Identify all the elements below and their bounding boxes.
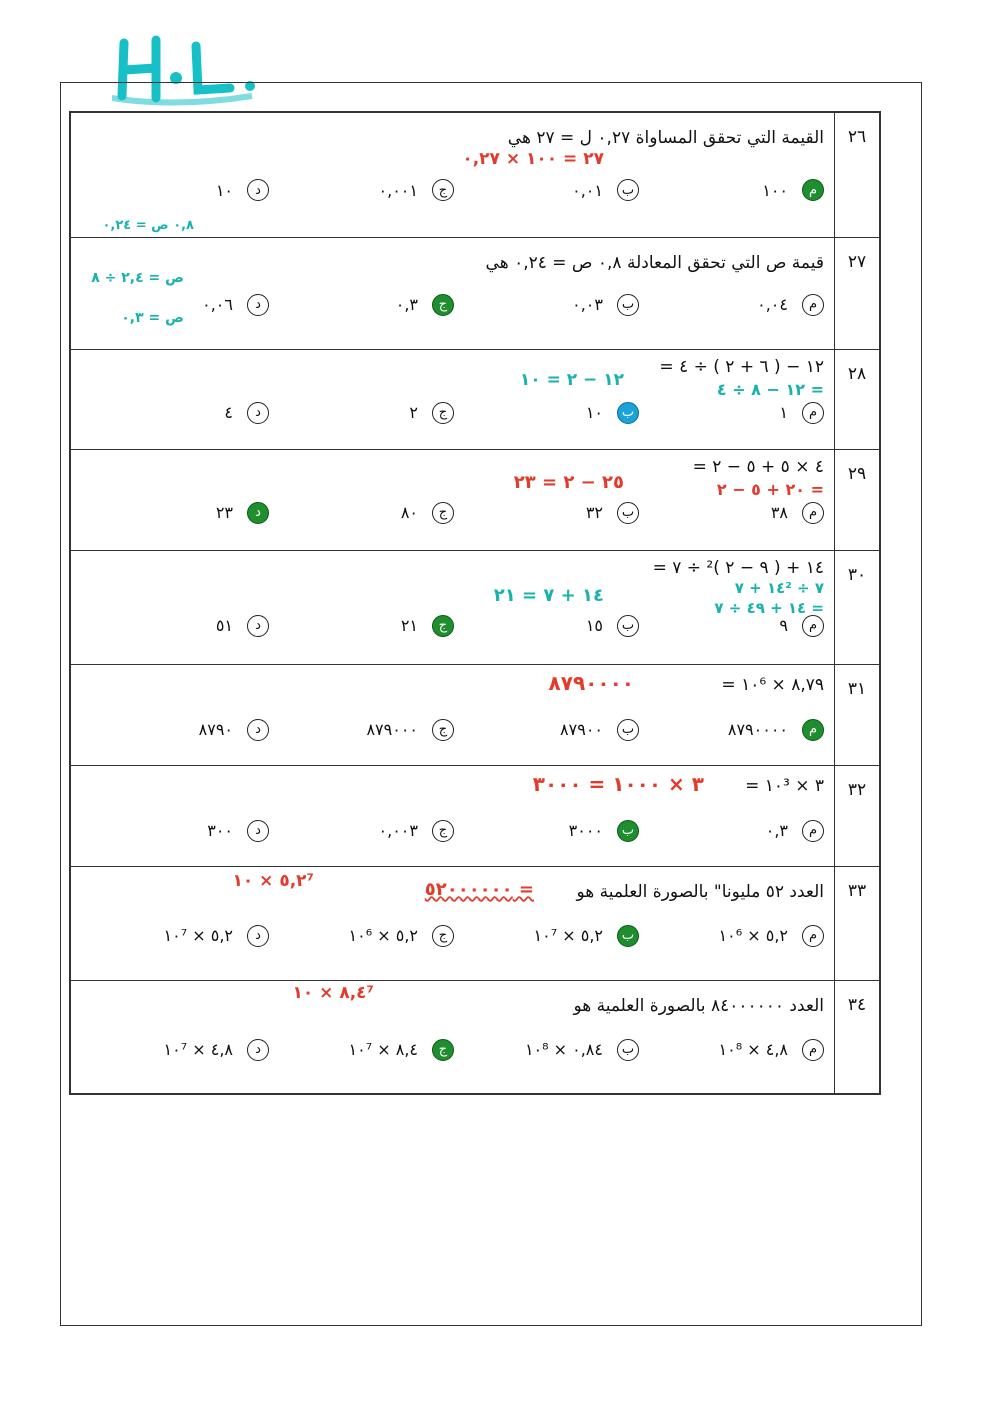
choice-d[interactable] [84, 502, 269, 524]
choice-letter[interactable]: ب [617, 502, 639, 524]
handwritten-working: ص = ٢,٤ ÷ ٨ [91, 269, 184, 286]
choice-c[interactable] [269, 179, 454, 201]
question-body [70, 349, 835, 449]
choice-letter-selected[interactable]: ج [432, 1039, 454, 1061]
question-text: القيمة التي تحقق المساواة ٠,٢٧ ل = ٢٧ هي [507, 128, 824, 148]
question-text: العدد ٨٤٠٠٠٠٠٠ بالصورة العلمية هو [573, 995, 824, 1016]
choice-letter-selected[interactable]: م [802, 179, 824, 201]
question-body [70, 980, 835, 1094]
choice-letter-selected[interactable]: ج [432, 294, 454, 316]
question-row-29 [70, 449, 880, 550]
choice-value: ٢١ [400, 616, 418, 635]
question-row-28 [70, 349, 880, 449]
question-number: ٢٦ [835, 112, 881, 237]
choice-d[interactable] [84, 820, 269, 842]
choice-a[interactable] [639, 1039, 824, 1061]
question-body [70, 550, 835, 664]
choice-value: ٥,٢ × ١٠⁷ [163, 926, 233, 945]
question-number: ٣٤ [835, 980, 881, 1094]
choice-letter[interactable]: د [247, 402, 269, 424]
choice-letter[interactable]: د [247, 1039, 269, 1061]
choice-letter[interactable]: م [802, 820, 824, 842]
choice-value: ٨٧٩٠٠ [560, 720, 603, 739]
handwritten-working: ١٤ + ٤٩ ÷ ٧ = [714, 598, 824, 617]
question-body [70, 664, 835, 765]
choice-value: ٨٧٩٠٠٠ [366, 720, 418, 739]
choice-value: ٩ [779, 616, 788, 635]
choice-letter[interactable]: ب [617, 179, 639, 201]
choice-letter[interactable]: م [802, 615, 824, 637]
choice-value: ٥,٢ × ١٠⁶ [718, 926, 788, 945]
question-text: ٤ × ٥ + ٥ − ٢ = [692, 456, 824, 477]
choice-list [71, 705, 834, 741]
choice-value: ٠,٣ [395, 295, 418, 314]
choice-list [71, 163, 834, 201]
choice-value: ٨٧٩٠ [198, 720, 233, 739]
choice-letter[interactable]: م [802, 925, 824, 947]
choice-letter[interactable]: ب [617, 1039, 639, 1061]
choice-c[interactable] [269, 925, 454, 947]
choice-value: ٥,٢ × ١٠⁷ [533, 926, 603, 945]
question-number: ٣٢ [835, 765, 881, 866]
choice-value: ١ [779, 403, 788, 422]
choice-c[interactable] [269, 719, 454, 741]
handwritten-working: ١٢ − ٢ = ١٠ [519, 369, 624, 390]
question-row-32 [70, 765, 880, 866]
choice-letter[interactable]: ج [432, 502, 454, 524]
choice-c[interactable] [269, 615, 454, 637]
choice-value: ٨٧٩٠٠٠٠ [727, 720, 788, 739]
choice-value: ١٠ [215, 180, 233, 200]
choice-b[interactable] [454, 1039, 639, 1061]
choice-letter-selected[interactable]: ب [617, 820, 639, 842]
question-body [70, 866, 835, 980]
choice-a[interactable] [639, 615, 824, 637]
choice-value: ١٠ [585, 403, 603, 422]
choice-letter[interactable]: د [247, 719, 269, 741]
choice-letter-selected[interactable]: ج [432, 615, 454, 637]
choice-list [71, 806, 834, 842]
question-number: ٢٧ [835, 237, 881, 349]
choice-list [71, 288, 834, 316]
choice-value: ٢٣ [215, 503, 233, 522]
choice-c[interactable] [269, 820, 454, 842]
choice-d[interactable] [84, 179, 269, 201]
handwritten-working: ١٤ + ٧ = ٢١ [493, 584, 604, 606]
choice-value: ٠,٠١ [572, 180, 603, 200]
choice-value: ٢ [409, 403, 418, 422]
choice-value: ٠,٠٠٣ [378, 821, 418, 840]
question-number: ٢٩ [835, 449, 881, 550]
question-text: العدد ٥٢ مليونا" بالصورة العلمية هو [576, 881, 824, 902]
choice-letter-selected[interactable]: م [802, 719, 824, 741]
choice-letter[interactable]: م [802, 402, 824, 424]
question-body [70, 217, 835, 349]
choice-value: ٨,٤ × ١٠⁷ [348, 1040, 418, 1059]
choice-d[interactable] [84, 402, 269, 424]
handwritten-working: ٨,٤ × ١٠⁷ [292, 982, 374, 1003]
handwritten-working: ١٤ + ٧² ÷ ٧ [734, 578, 824, 597]
choice-value: ٠,٠٦ [202, 295, 233, 314]
question-number: ٣١ [835, 664, 881, 765]
handwritten-working: ٢٠ + ٥ − ٢ = [716, 479, 824, 499]
choice-b[interactable] [454, 502, 639, 524]
choice-value: ٠,٨٤ × ١٠⁸ [524, 1040, 603, 1059]
choice-c[interactable] [269, 1039, 454, 1061]
choice-value: ١٠٠ [762, 180, 788, 200]
handwritten-working: ٥٢٠٠٠٠٠٠ = [424, 878, 534, 900]
handwritten-working: ٨٧٩٠٠٠٠ [548, 670, 634, 695]
choice-list [71, 1031, 834, 1061]
choice-c[interactable] [269, 502, 454, 524]
choice-letter[interactable]: ب [617, 294, 639, 316]
choice-letter[interactable]: د [247, 615, 269, 637]
questions-table [69, 111, 881, 1095]
choice-letter[interactable]: ج [432, 719, 454, 741]
choice-d[interactable] [84, 1039, 269, 1061]
question-number: ٣٣ [835, 866, 881, 980]
handwritten-working: ٣ × ١٠٠٠ = ٣٠٠٠ [532, 771, 704, 796]
choice-letter[interactable]: د [247, 179, 269, 201]
question-row-34 [70, 980, 880, 1094]
choice-letter[interactable]: م [802, 294, 824, 316]
choice-value: ٤,٨ × ١٠⁸ [718, 1040, 788, 1059]
choice-value: ١٥ [585, 616, 603, 635]
choice-letter[interactable]: د [247, 820, 269, 842]
question-number: ٣٠ [835, 550, 881, 664]
choice-letter-selected[interactable]: د [247, 502, 269, 524]
choice-letter-selected[interactable]: ب [617, 925, 639, 947]
choice-letter[interactable]: م [802, 1039, 824, 1061]
choice-b[interactable] [454, 925, 639, 947]
choice-a[interactable] [639, 502, 824, 524]
question-text: ٨,٧٩ × ١٠⁶ = [721, 674, 824, 695]
choice-a[interactable] [639, 820, 824, 842]
choice-a[interactable] [639, 179, 824, 201]
choice-value: ٥,٢ × ١٠⁶ [348, 926, 418, 945]
question-text: قيمة ص التي تحقق المعادلة ٠,٨ ص = ٠,٢٤ هي [485, 252, 824, 273]
choice-letter[interactable]: م [802, 502, 824, 524]
choice-value: ٣٨ [770, 503, 788, 522]
choice-value: ٣٠٠ [207, 821, 233, 840]
choice-value: ٠,٠٣ [572, 295, 603, 314]
choice-a[interactable] [639, 402, 824, 424]
choice-letter[interactable]: د [247, 925, 269, 947]
choice-b[interactable] [454, 820, 639, 842]
question-row-27 [70, 237, 880, 349]
question-row-30 [70, 550, 880, 664]
choice-value: ٣٠٠٠ [568, 821, 603, 840]
choice-c[interactable] [269, 402, 454, 424]
choice-b[interactable] [454, 294, 639, 316]
choice-b[interactable] [454, 179, 639, 201]
choice-value: ٨٠ [400, 503, 418, 522]
choice-a[interactable] [639, 925, 824, 947]
handwritten-working: ٥,٢ × ١٠⁷ [232, 870, 314, 891]
choice-value: ٠,٠٤ [757, 295, 788, 314]
choice-a[interactable] [639, 294, 824, 316]
question-number: ٢٨ [835, 349, 881, 449]
choice-value: ٠,٣ [765, 821, 788, 840]
choice-a[interactable] [639, 719, 824, 741]
choice-value: ٣٢ [585, 503, 603, 522]
choice-letter[interactable]: ج [432, 925, 454, 947]
choice-letter[interactable]: د [247, 294, 269, 316]
choice-value: ٤ [224, 403, 233, 422]
choice-b[interactable] [454, 402, 639, 424]
choice-letter[interactable]: ب [617, 719, 639, 741]
handwritten-working: ٢٧ = ١٠٠ × ٠,٢٧ [462, 149, 604, 169]
choice-c[interactable] [269, 294, 454, 316]
choice-letter[interactable]: ج [432, 820, 454, 842]
question-text: ٣ × ١٠³ = [745, 775, 824, 796]
handwritten-working: ٠,٨ ص = ٠,٢٤ [102, 217, 194, 233]
question-row-33 [70, 866, 880, 980]
choice-letter-selected[interactable]: ب [617, 402, 639, 424]
choice-value: ٤,٨ × ١٠⁷ [163, 1040, 233, 1059]
choice-b[interactable] [454, 719, 639, 741]
choice-letter[interactable]: ج [432, 402, 454, 424]
choice-value: ٥١ [215, 616, 233, 635]
choice-letter[interactable]: ب [617, 615, 639, 637]
question-text: ١٢ − ( ٦ + ٢ ) ÷ ٤ = [659, 356, 824, 377]
choice-letter[interactable]: ج [432, 179, 454, 201]
question-body [70, 449, 835, 550]
choice-d[interactable] [84, 719, 269, 741]
choice-value: ٠,٠٠١ [378, 180, 418, 200]
choice-d[interactable] [84, 925, 269, 947]
handwritten-working: ص = ٠,٣ [121, 309, 184, 326]
question-body [70, 765, 835, 866]
question-text: ١٤ + ( ٩ − ٢ )² ÷ ٧ = [652, 557, 824, 578]
question-row-31 [70, 664, 880, 765]
choice-b[interactable] [454, 615, 639, 637]
handwritten-working: ٢٥ − ٢ = ٢٣ [513, 471, 624, 493]
choice-list [71, 917, 834, 947]
choice-d[interactable] [84, 615, 269, 637]
handwritten-working: ١٢ − ٨ ÷ ٤ = [716, 379, 824, 399]
